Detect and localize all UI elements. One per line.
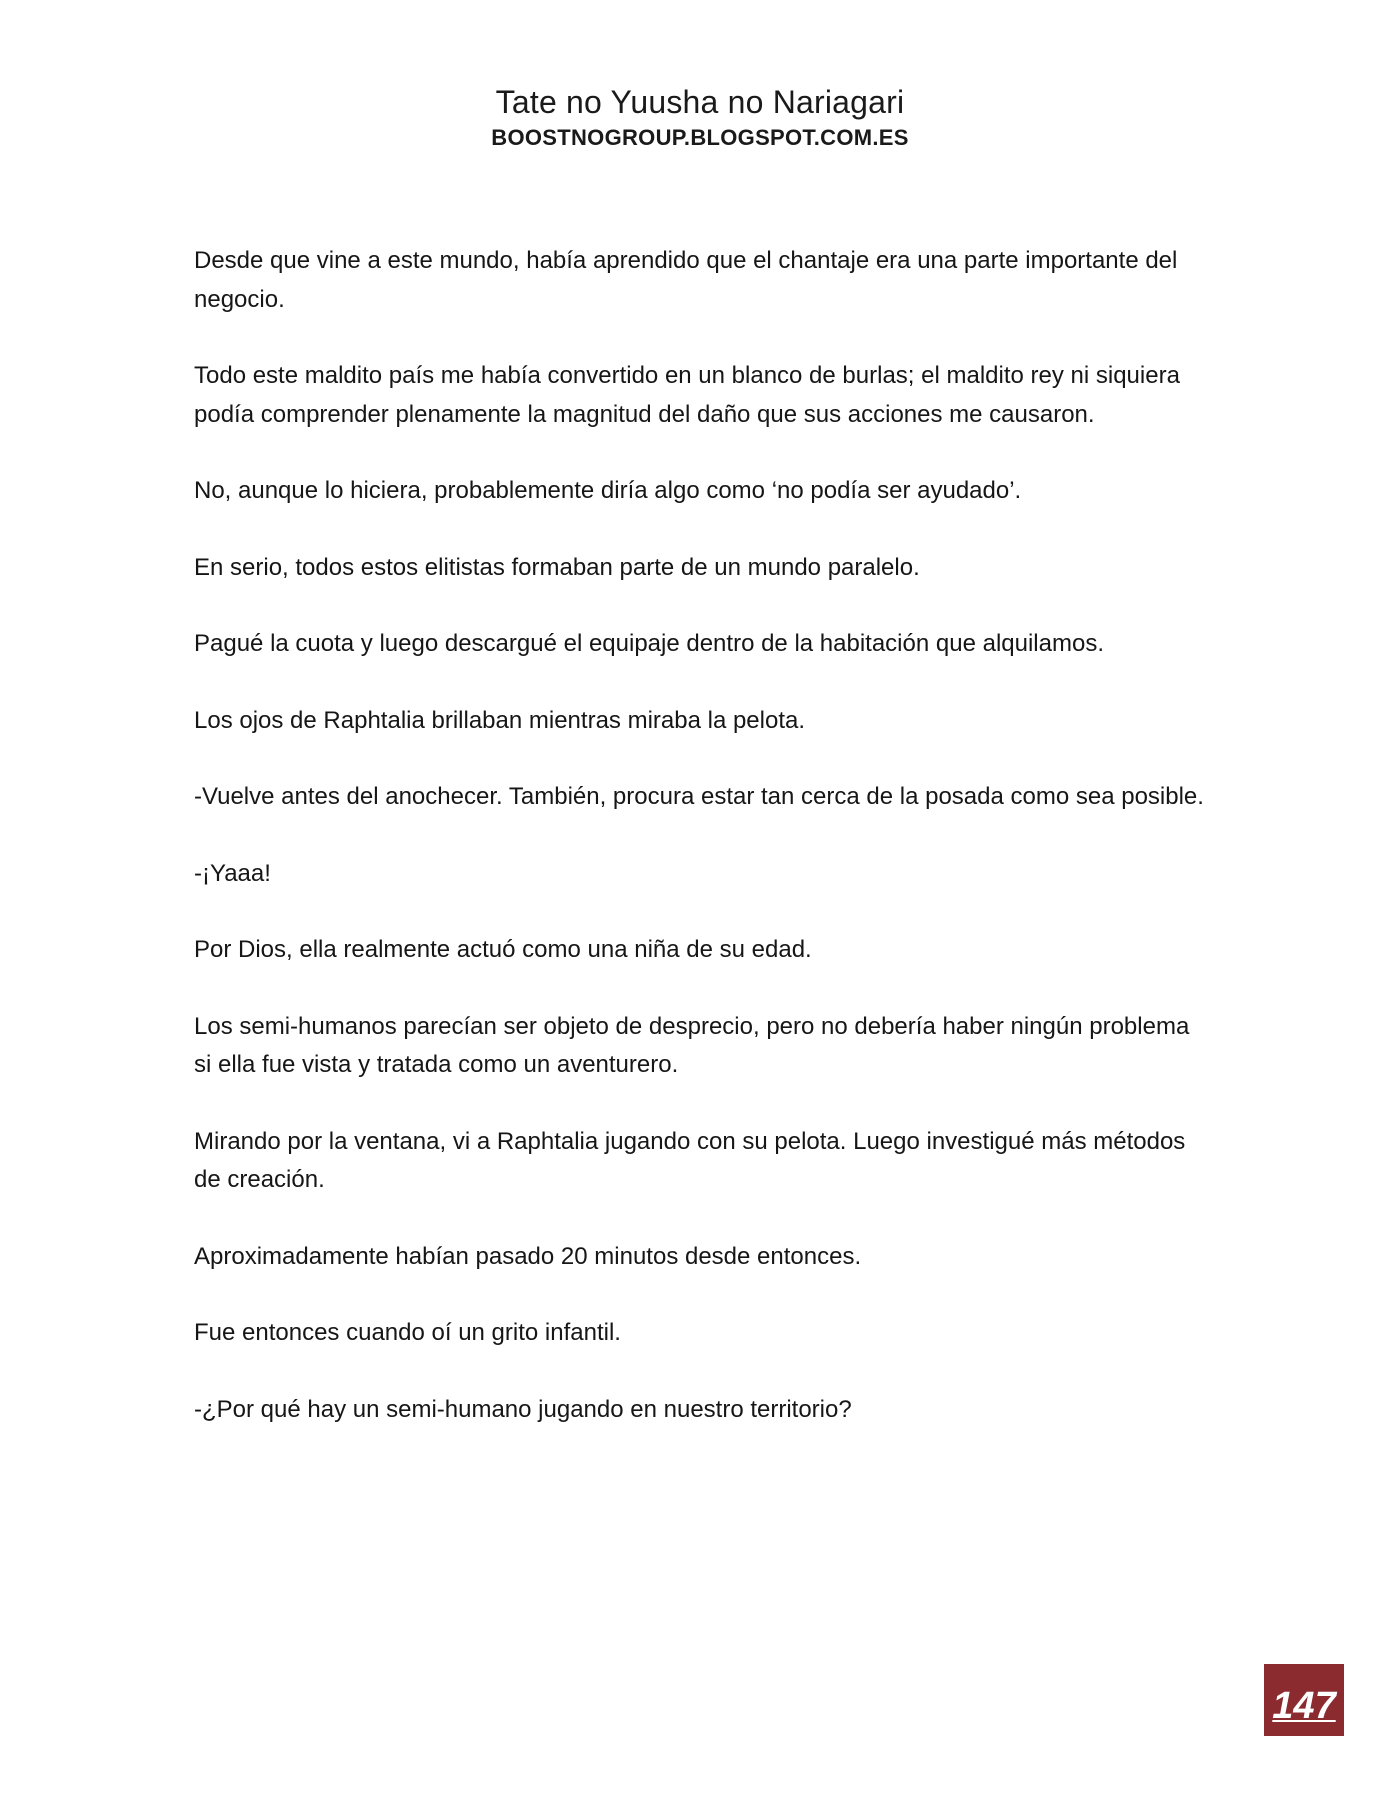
- paragraph: En serio, todos estos elitistas formaban parte de un mundo paralelo.: [194, 553, 920, 581]
- paragraph: Mirando por la ventana, vi a Raphtalia jugando con su pelota. Luego investigué más métodos de creación.: [194, 1127, 1186, 1193]
- paragraph: -Vuelve antes del anochecer. También, procura estar tan cerca de la posada como sea posible.: [194, 783, 1204, 810]
- paragraph: Pagué la cuota y luego descargué el equipaje dentro de la habitación que alquilamos.: [194, 630, 1104, 657]
- paragraph: No, aunque lo hiciera, probablemente diría algo como ‘no podía ser ayudado’.: [194, 477, 1022, 504]
- paragraph: Desde que vine a este mundo, había aprendido que el chantaje era una parte importante del negocio.: [194, 247, 1178, 313]
- page-header: [0, 82, 1400, 152]
- blog-url: BOOSTNOGROUP.BLOGSPOT.COM.ES: [491, 125, 909, 150]
- paragraph: Los semi-humanos parecían ser objeto de desprecio, pero no debería haber ningún problema si ella fue vista y tratada como un aventurero.: [194, 1012, 1190, 1078]
- paragraph: -¿Por qué hay un semi-humano jugando en nuestro territorio?: [194, 1395, 852, 1423]
- page-number: 147: [1272, 1685, 1336, 1727]
- paragraph: Los ojos de Raphtalia brillaban mientras miraba la pelota.: [194, 706, 806, 734]
- body-text: [194, 242, 1204, 1467]
- paragraph: Todo este maldito país me había convertido en un blanco de burlas; el maldito rey ni siquiera podía comprender plenamente la magnitud del daño que sus acciones me causaron.: [194, 362, 1180, 428]
- paragraph: Aproximadamente habían pasado 20 minutos desde entonces.: [194, 1242, 862, 1270]
- paragraph: Por Dios, ella realmente actuó como una niña de su edad.: [194, 936, 812, 963]
- book-title: Tate no Yuusha no Nariagari: [495, 84, 905, 120]
- paragraph: Fue entonces cuando oí un grito infantil.: [194, 1319, 621, 1346]
- paragraph: -¡Yaaa!: [194, 859, 271, 887]
